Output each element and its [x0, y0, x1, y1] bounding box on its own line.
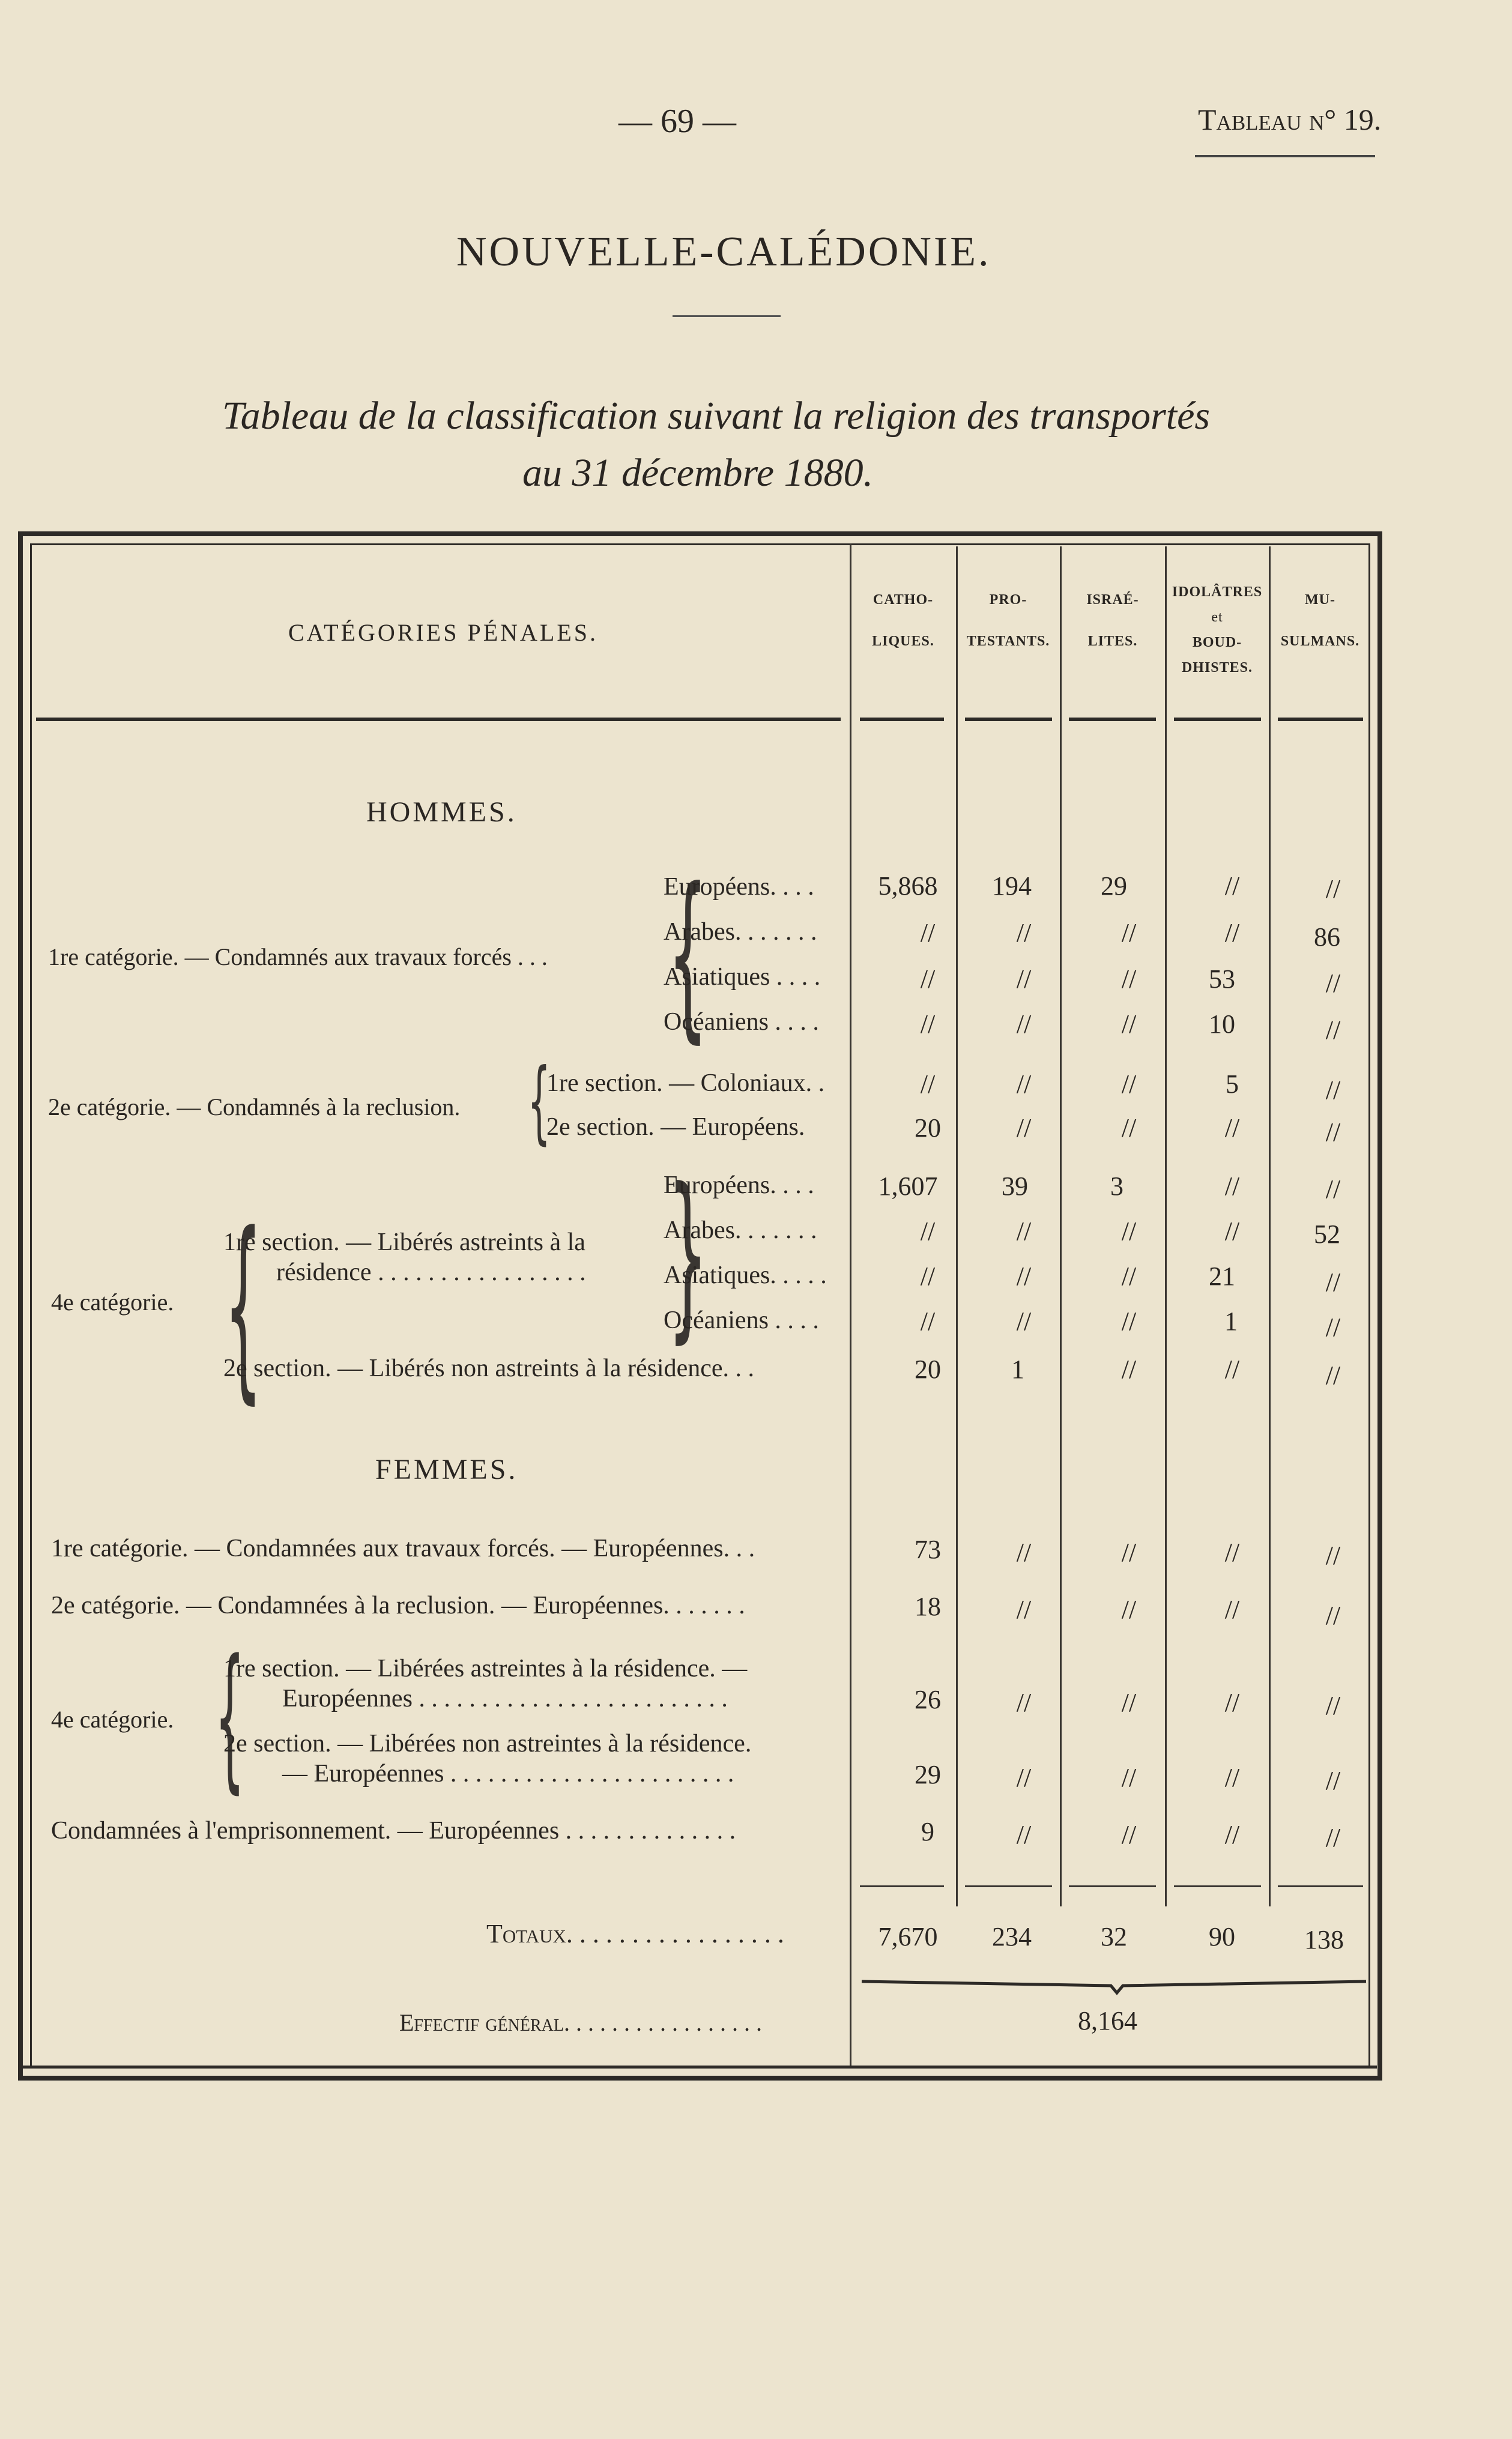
cell: //: [1016, 1262, 1032, 1291]
cell: 5: [1226, 1069, 1239, 1099]
cell: //: [1121, 1355, 1137, 1384]
cell: //: [920, 964, 936, 994]
cell: //: [1016, 1595, 1032, 1624]
cell: //: [1224, 1171, 1240, 1201]
title-rule: [673, 315, 781, 317]
row-label: 1re section. — Coloniaux. .: [546, 1069, 825, 1097]
row-label: Européens. . . .: [664, 873, 814, 901]
cell: //: [1325, 1823, 1341, 1852]
cell: //: [1016, 964, 1032, 994]
cell: //: [1121, 1763, 1137, 1792]
column-header-musulmans: MU- SULMANS.: [1280, 592, 1360, 649]
tableau-underline: [1195, 155, 1375, 157]
hommes-heading: HOMMES.: [366, 796, 517, 828]
row-label: 1re catégorie. — Condamnées aux travaux forcés. — Européennes. . .: [51, 1535, 755, 1562]
cell: //: [1016, 918, 1032, 947]
cell: //: [1121, 964, 1137, 994]
cell: //: [920, 1069, 936, 1099]
row-label: Européennes . . . . . . . . . . . . . . . . . . . . . . . . .: [282, 1685, 728, 1712]
row-label: Arabes. . . . . . .: [664, 918, 817, 946]
totals-rule: [860, 1885, 944, 1887]
cell: //: [1325, 1075, 1341, 1105]
cell: //: [1121, 1216, 1137, 1246]
cell: //: [1121, 1688, 1137, 1717]
cell: 52: [1314, 1220, 1340, 1249]
effectif-bracket: [859, 1978, 1369, 1996]
cell: //: [1121, 1262, 1137, 1291]
page-number: — 69 —: [618, 103, 736, 140]
cell: //: [1121, 1595, 1137, 1624]
row-label: Européens. . . .: [664, 1171, 814, 1199]
row-label: Arabes. . . . . . .: [664, 1216, 817, 1244]
cell: 1: [1224, 1307, 1238, 1336]
header-rule: [36, 718, 841, 721]
column-header-israelites: ISRAÉ- LITES.: [1086, 592, 1139, 649]
cell: //: [1016, 1113, 1032, 1143]
row-label: 2e section. — Libérés non astreints à la résidence. . .: [223, 1355, 755, 1382]
cell: //: [1325, 1313, 1341, 1342]
subtitle-line-2: au 31 décembre 1880.: [522, 451, 874, 495]
cell: //: [1325, 1691, 1341, 1720]
cell: 9: [921, 1817, 934, 1846]
cell: //: [1016, 1763, 1032, 1792]
cell: 20: [915, 1355, 941, 1384]
brace: {: [224, 1191, 262, 1421]
row-label: 1re section. — Libérées astreintes à la résidence. —: [223, 1655, 748, 1682]
cell: //: [1325, 1174, 1341, 1204]
totals-rule: [1174, 1885, 1261, 1887]
cell: 21: [1209, 1262, 1235, 1291]
header-rule: [1278, 718, 1363, 721]
cell: //: [1121, 1307, 1137, 1336]
cell: //: [1224, 871, 1240, 901]
cell: 26: [915, 1685, 941, 1714]
cell: //: [1224, 1355, 1240, 1384]
cell: //: [920, 918, 936, 947]
categories-header: CATÉGORIES PÉNALES.: [288, 619, 599, 646]
brace: {: [668, 1150, 708, 1359]
femmes-cat4-label: 4e catégorie.: [51, 1706, 174, 1733]
cell: //: [1224, 1216, 1240, 1246]
totals-label: Totaux. . . . . . . . . . . . . . . . .: [486, 1919, 784, 1948]
tableau-number: Tableau n° 19.: [1198, 103, 1382, 136]
row-label: 1re section. — Libérés astreints à la: [223, 1229, 585, 1256]
cell: 29: [915, 1760, 941, 1789]
cell: //: [1325, 969, 1341, 998]
cell: //: [920, 1216, 936, 1246]
cell: //: [1016, 1307, 1032, 1336]
cell: //: [1224, 918, 1240, 947]
totals-rule: [965, 1885, 1052, 1887]
subtitle-line-1: Tableau de la classification suivant la religion des transportés: [222, 394, 1211, 438]
header-rule: [965, 718, 1052, 721]
cell: 29: [1101, 871, 1127, 901]
cell: 3: [1110, 1171, 1123, 1201]
row-label: 2e section. — Libérées non astreintes à la résidence.: [223, 1730, 752, 1757]
total-cell: 32: [1101, 1922, 1127, 1951]
row-label: résidence . . . . . . . . . . . . . . . . .: [276, 1259, 586, 1286]
cell: 10: [1209, 1009, 1235, 1039]
cell: //: [1224, 1113, 1240, 1143]
hommes-cat4-label: 4e catégorie.: [51, 1289, 174, 1316]
cell: //: [1325, 1015, 1341, 1045]
cell: //: [1121, 1820, 1137, 1849]
cell: //: [1325, 1766, 1341, 1795]
brace: {: [668, 850, 708, 1059]
cell: //: [1224, 1688, 1240, 1717]
cell: //: [1224, 1820, 1240, 1849]
cell: //: [1016, 1216, 1032, 1246]
total-cell: 234: [992, 1922, 1032, 1951]
cell: //: [1325, 1601, 1341, 1630]
cell: //: [1016, 1069, 1032, 1099]
cell: //: [1325, 1541, 1341, 1570]
cell: //: [1325, 1268, 1341, 1297]
femmes-heading: FEMMES.: [375, 1454, 518, 1485]
cell: //: [1121, 1538, 1137, 1567]
total-cell: 7,670: [878, 1922, 938, 1951]
bottom-rule: [23, 2066, 1377, 2069]
cell: //: [920, 1262, 936, 1291]
cell: 18: [915, 1592, 941, 1621]
page-title: NOUVELLE-CALÉDONIE.: [456, 229, 991, 275]
cell: //: [1224, 1763, 1240, 1792]
cell: 1,607: [878, 1171, 938, 1201]
column-header-catholiques: CATHO- LIQUES.: [872, 592, 934, 649]
cell: //: [920, 1307, 936, 1336]
cell: //: [1224, 1595, 1240, 1624]
column-divider: [850, 543, 851, 2069]
hommes-cat2-label: 2e catégorie. — Condamnés à la reclusion.: [48, 1093, 461, 1120]
cell: //: [1121, 918, 1137, 947]
brace: {: [527, 1050, 551, 1154]
cell: //: [1224, 1538, 1240, 1567]
cell: 5,868: [878, 871, 938, 901]
effectif-value: 8,164: [1078, 2006, 1137, 2036]
cell: 1: [1011, 1355, 1024, 1384]
cell: //: [1121, 1113, 1137, 1143]
row-label: Asiatiques. . . . .: [664, 1262, 827, 1289]
cell: 194: [992, 871, 1032, 901]
hommes-cat1-label: 1re catégorie. — Condamnés aux travaux forcés . . .: [48, 943, 548, 970]
cell: //: [1325, 874, 1341, 904]
header-rule: [860, 718, 944, 721]
cell: //: [1016, 1688, 1032, 1717]
brace: {: [214, 1627, 245, 1808]
cell: 20: [915, 1113, 941, 1143]
row-label: Condamnées à l'emprisonnement. — Européennes . . . . . . . . . . . . . .: [51, 1817, 736, 1845]
row-label: 2e section. — Européens.: [546, 1113, 805, 1141]
cell: 86: [1314, 922, 1340, 952]
column-header-idolatres: IDOLÂTRES et BOUD- DHISTES.: [1172, 584, 1263, 675]
totals-rule: [1069, 1885, 1156, 1887]
total-cell: 138: [1304, 1925, 1344, 1954]
totals-rule: [1278, 1885, 1363, 1887]
row-label: 2e catégorie. — Condamnées à la reclusion. — Européennes. . . . . . .: [51, 1592, 745, 1619]
cell: //: [1325, 1361, 1341, 1390]
row-label: Océaniens . . . .: [664, 1008, 819, 1036]
row-label: Océaniens . . . .: [664, 1307, 819, 1334]
cell: //: [1325, 1117, 1341, 1147]
cell: //: [1016, 1538, 1032, 1567]
cell: //: [1121, 1009, 1137, 1039]
row-label: — Européennes . . . . . . . . . . . . . . . . . . . . . . .: [282, 1760, 734, 1788]
cell: //: [1016, 1009, 1032, 1039]
total-cell: 90: [1209, 1922, 1235, 1951]
header-rule: [1069, 718, 1156, 721]
cell: 73: [915, 1535, 941, 1564]
effectif-label: Effectif général. . . . . . . . . . . . . . . . .: [399, 2009, 763, 2036]
cell: 53: [1209, 964, 1235, 994]
cell: //: [1016, 1820, 1032, 1849]
cell: //: [1121, 1069, 1137, 1099]
cell: //: [920, 1009, 936, 1039]
cell: 39: [1002, 1171, 1028, 1201]
column-header-protestants: PRO- TESTANTS.: [966, 592, 1050, 649]
header-rule: [1174, 718, 1261, 721]
row-label: Asiatiques . . . .: [664, 963, 821, 991]
